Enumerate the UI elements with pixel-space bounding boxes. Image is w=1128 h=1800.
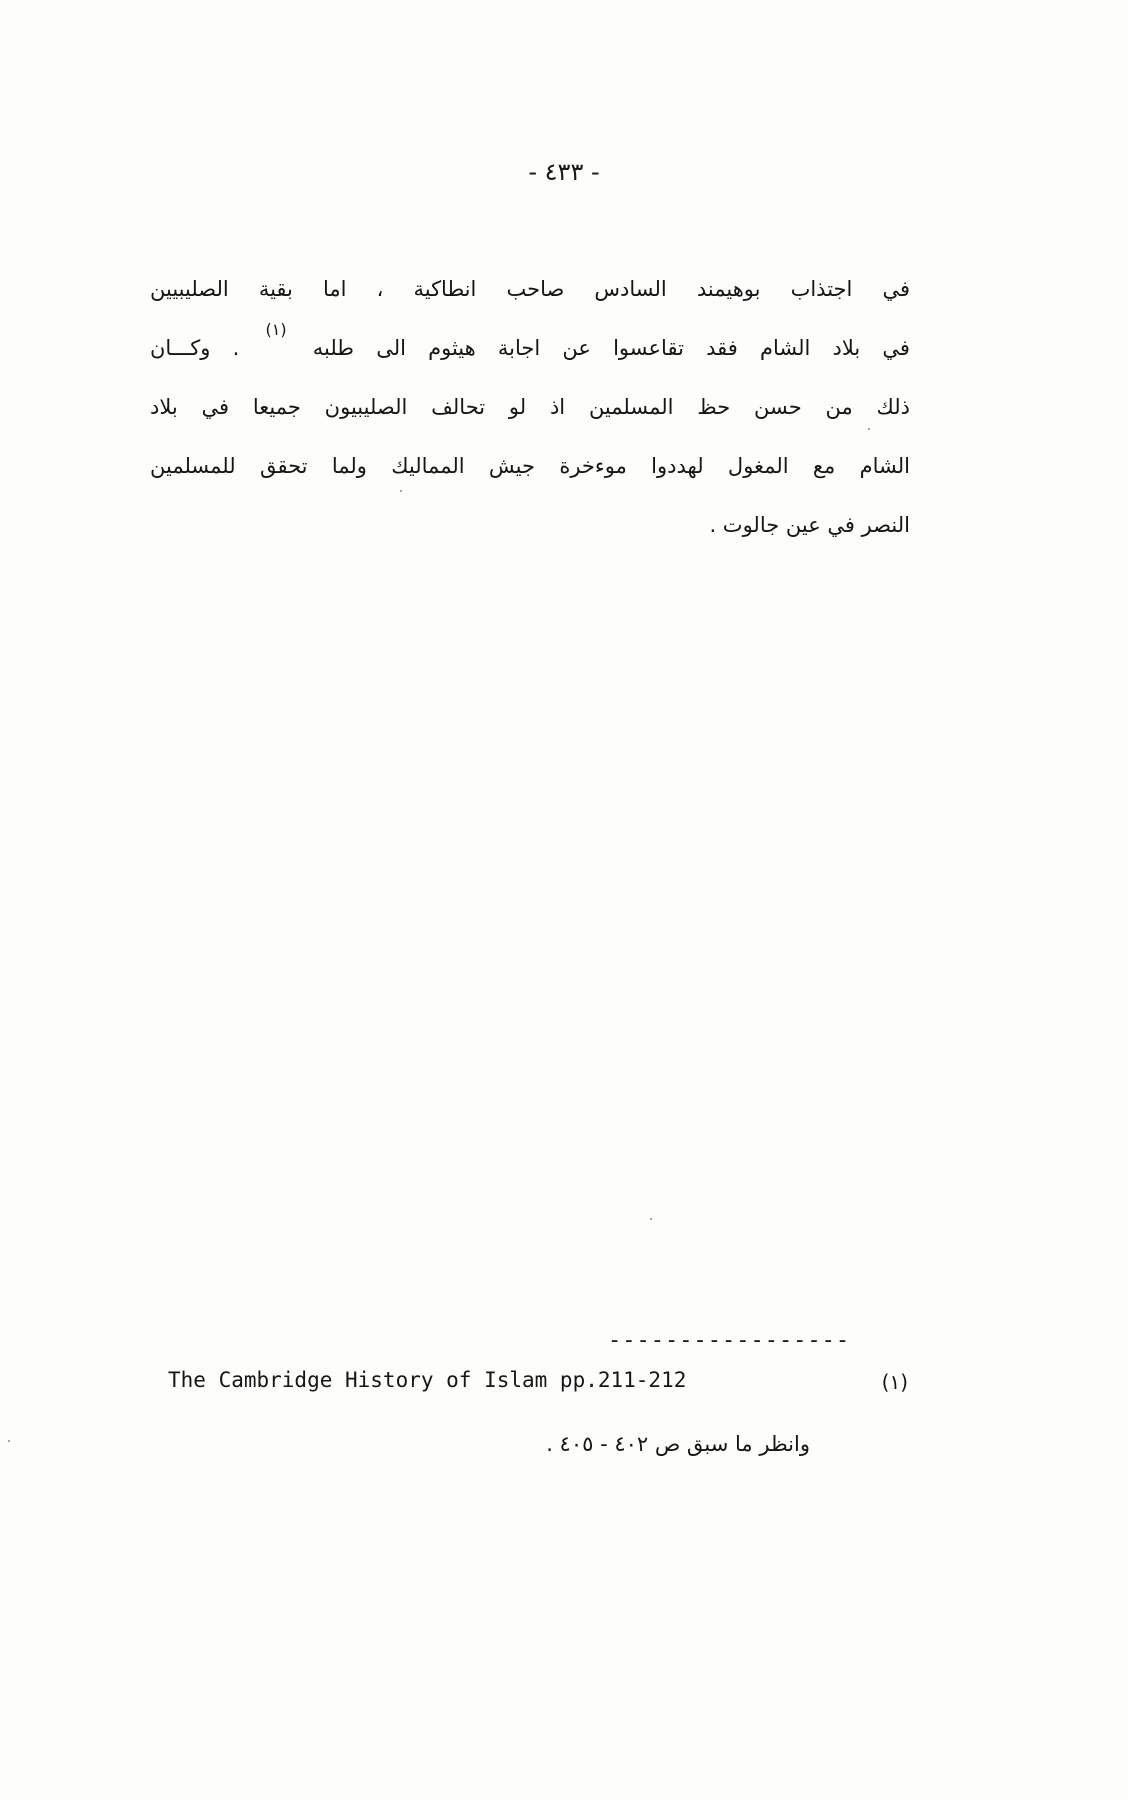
footnote-see-also: وانظر ما سبق ص ٤٠٢ - ٤٠٥ . [546,1432,810,1456]
body-line-1: في اجتذاب بوهيمند السادس صاحب انطاكية ، اما بقية الصليبيين [150,277,910,301]
body-line-2 [150,319,910,378]
body-line-4: الشام مع المغول لهددوا موءخرة جيش المماليك ولما تحقق للمسلمين [150,454,910,478]
footnote-reference[interactable]: (١) [265,320,287,339]
body-line-5: النصر في عين جالوت . [709,513,910,537]
scan-speck [868,428,870,430]
body-paragraph [150,260,910,555]
footnote-separator: ----------------- [608,1328,851,1353]
scan-speck [400,490,402,492]
scan-speck [650,1218,652,1220]
footnote-marker: (١) [881,1370,908,1394]
page-number: - ٤٣٣ - [528,158,600,186]
body-line-2-text: في بلاد الشام فقد تقاعسوا عن اجابة هيثوم الى طلبه [312,336,910,360]
footnote-1 [168,1368,908,1408]
body-line-2-tail: . وكـــان [150,336,240,360]
footnote-citation: The Cambridge History of Islam pp.211-212 [168,1368,687,1392]
scan-speck [8,1440,10,1442]
body-line-3: ذلك من حسن حظ المسلمين اذ لو تحالف الصليبيون جميعا في بلاد [150,395,910,419]
